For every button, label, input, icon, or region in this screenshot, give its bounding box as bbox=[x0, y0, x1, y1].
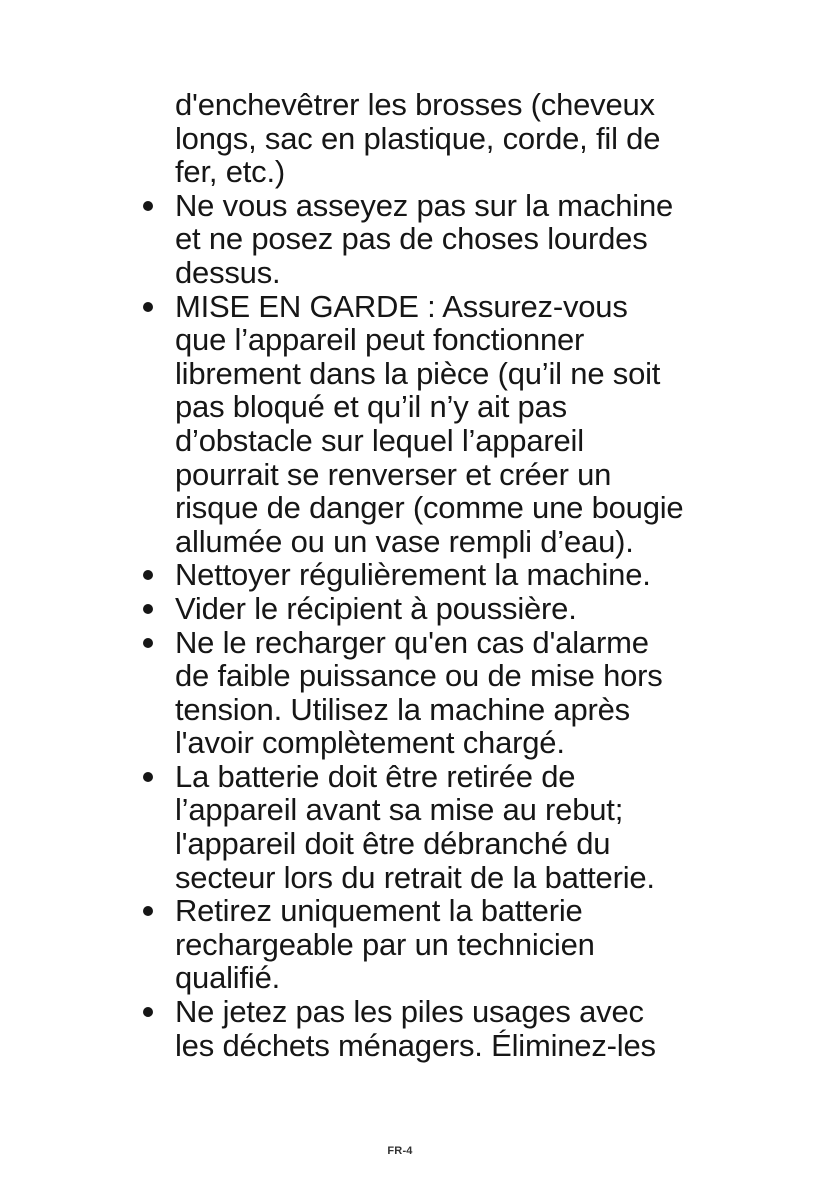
list-item bbox=[133, 592, 803, 626]
text-line: que l’appareil peut fonctionner bbox=[175, 322, 585, 358]
text-line: et ne posez pas de choses lourdes bbox=[175, 221, 648, 257]
continued-paragraph bbox=[133, 88, 803, 189]
bullet-icon bbox=[143, 570, 153, 580]
text-line: de faible puissance ou de mise hors bbox=[175, 658, 663, 694]
bullet-icon bbox=[143, 302, 153, 312]
text-line: MISE EN GARDE : Assurez-vous bbox=[175, 288, 628, 324]
text-line: longs, sac en plastique, corde, fil de bbox=[175, 120, 661, 156]
bullet-icon bbox=[143, 906, 153, 916]
text-line: d'enchevêtrer les brosses (cheveux bbox=[175, 87, 655, 122]
list-item bbox=[133, 626, 803, 760]
text-line: les déchets ménagers. Éliminez-les bbox=[175, 1027, 656, 1063]
bullet-icon bbox=[143, 604, 153, 614]
page-number: FR-4 bbox=[387, 1145, 413, 1157]
text-line: pas bloqué et qu’il n’y ait pas bbox=[175, 389, 567, 425]
text-line: Ne le recharger qu'en cas d'alarme bbox=[175, 624, 649, 660]
text-line: qualifié. bbox=[175, 960, 281, 996]
text-line: dessus. bbox=[175, 254, 281, 290]
text-line: Nettoyer régulièrement la machine. bbox=[175, 557, 651, 593]
bullet-icon bbox=[143, 772, 153, 782]
text-line: Ne vous asseyez pas sur la machine bbox=[175, 187, 674, 223]
text-line: Ne jetez pas les piles usages avec bbox=[175, 994, 644, 1030]
list-item bbox=[133, 894, 803, 995]
list-item bbox=[133, 189, 803, 290]
text-line: pourrait se renverser et créer un bbox=[175, 456, 612, 492]
text-line: La batterie doit être retirée de bbox=[175, 758, 576, 794]
text-line: l’appareil avant sa mise au rebut; bbox=[175, 792, 624, 828]
text-line: Retirez uniquement la batterie bbox=[175, 893, 583, 929]
text-line: rechargeable par un technicien bbox=[175, 926, 595, 962]
list-item bbox=[133, 290, 803, 559]
text-line: l'appareil doit être débranché du bbox=[175, 826, 611, 862]
text-line: allumée ou un vase rempli d’eau). bbox=[175, 523, 634, 559]
page-content bbox=[133, 88, 803, 1062]
text-line: tension. Utilisez la machine après bbox=[175, 691, 630, 727]
text-line: secteur lors du retrait de la batterie. bbox=[175, 859, 655, 895]
text-line: risque de danger (comme une bougie bbox=[175, 490, 684, 526]
list-item bbox=[133, 995, 803, 1062]
bullet-icon bbox=[143, 201, 153, 211]
text-line: l'avoir complètement chargé. bbox=[175, 725, 565, 761]
text-line: librement dans la pièce (qu’il ne soit bbox=[175, 355, 661, 391]
text-line: fer, etc.) bbox=[175, 154, 285, 190]
list-item bbox=[133, 558, 803, 592]
bullet-icon bbox=[143, 638, 153, 648]
bullet-icon bbox=[143, 1007, 153, 1017]
text-line: Vider le récipient à poussière. bbox=[175, 590, 577, 626]
text-line: d’obstacle sur lequel l’appareil bbox=[175, 422, 584, 458]
list-item bbox=[133, 760, 803, 894]
